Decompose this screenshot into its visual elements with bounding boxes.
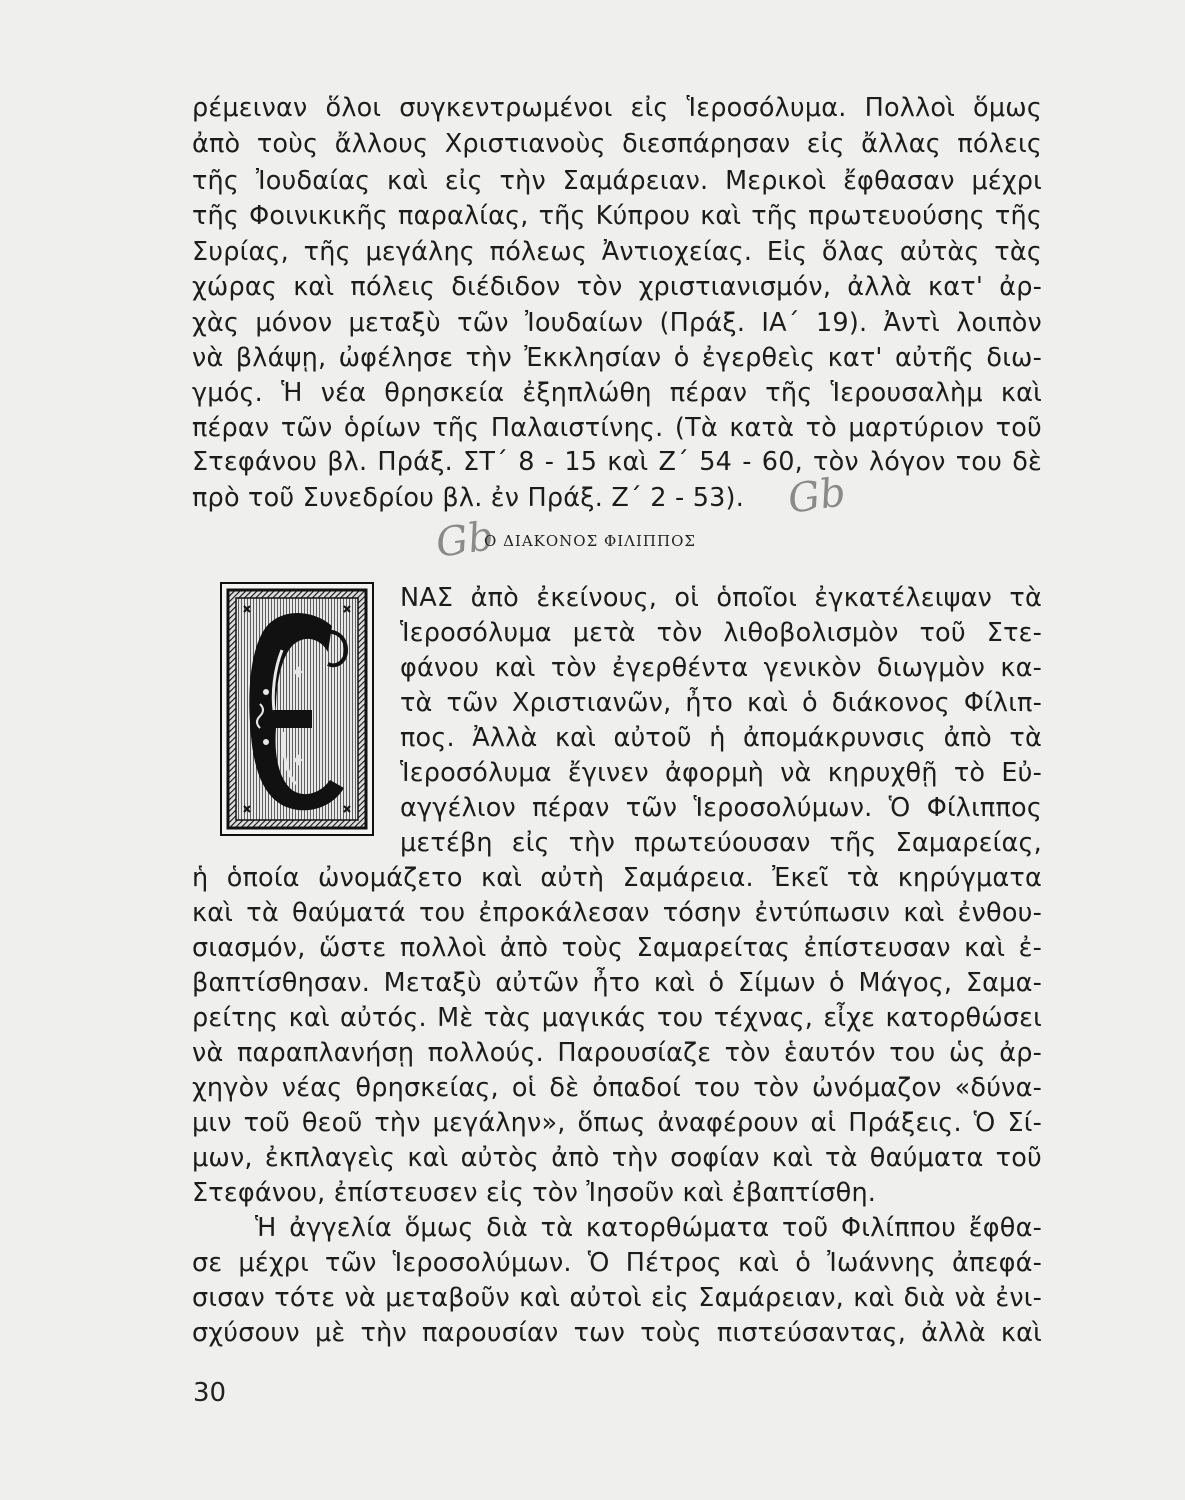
text-line: σισαν τότε νὰ μεταβοῦν καὶ αὐτοὶ εἰς Σαμάρειαν, καὶ διὰ νὰ ἐνι- — [192, 1283, 1042, 1313]
text-line: ΝΑΣ ἀπὸ ἐκείνους, οἱ ὁποῖοι ἐγκατέλειψαν τὰ — [400, 583, 1042, 613]
text-line: ἀπὸ τοὺς ἄλλους Χριστιανοὺς διεσπάρησαν εἰς ἄλλας πόλεις — [192, 129, 1042, 159]
text-line: μιν τοῦ θεοῦ τὴν μεγάλην», ὅπως ἀναφέρουν αἱ Πράξεις. Ὁ Σί- — [192, 1108, 1042, 1138]
text-line: καὶ τὰ θαύματά του ἐπροκάλεσαν τόσην ἐντύπωσιν καὶ ἐνθου- — [192, 898, 1042, 928]
text-line: μετέβη εἰς τὴν πρωτεύουσαν τῆς Σαμαρείας, — [400, 828, 1042, 858]
text-line: Ἡ ἀγγελία ὅμως διὰ τὰ κατορθώματα τοῦ Φιλίππου ἔφθα- — [255, 1213, 1042, 1243]
handwritten-annotation: Gb — [433, 513, 497, 567]
text-line: Στεφάνου βλ. Πράξ. ΣΤ΄ 8 - 15 καὶ Ζ΄ 54 - 60, τὸν λόγον του δὲ — [192, 447, 1042, 477]
text-line: Ἱεροσόλυμα ἔγινεν ἀφορμὴ νὰ κηρυχθῇ τὸ Εὐ- — [400, 758, 1042, 788]
text-line: σχύσουν μὲ τὴν παρουσίαν των τοὺς πιστεύσαντας, ἀλλὰ καὶ — [192, 1318, 1042, 1348]
text-line: νὰ βλάψῃ, ὠφέλησε τὴν Ἐκκλησίαν ὁ ἐγερθεὶς κατ' αὐτῆς διω- — [192, 343, 1042, 373]
page-number: 30 — [193, 1378, 227, 1408]
text-line: νὰ παραπλανήσῃ πολλούς. Παρουσίαζε τὸν ἑαυτόν του ὡς ἀρ- — [192, 1038, 1042, 1068]
drop-cap-ornament — [220, 582, 374, 836]
text-line: ἡ ὁποία ὠνομάζετο καὶ αὐτὴ Σαμάρεια. Ἐκεῖ τὰ κηρύγματα — [192, 863, 1042, 893]
text-line: μων, ἐκπλαγεὶς καὶ αὐτὸς ἀπὸ τὴν σοφίαν καὶ τὰ θαύματα τοῦ — [192, 1143, 1042, 1173]
text-line: χηγὸν νέας θρησκείας, οἱ δὲ ὀπαδοί του τὸν ὠνόμαζον «δύνα- — [192, 1073, 1042, 1103]
text-line: σε μέχρι τῶν Ἱεροσολύμων. Ὁ Πέτρος καὶ ὁ Ἰωάννης ἀπεφά- — [192, 1248, 1042, 1278]
text-line: τὰ τῶν Χριστιανῶν, ἦτο καὶ ὁ διάκονος Φίλιπ- — [400, 688, 1042, 718]
text-line: χὰς μόνον μεταξὺ τῶν Ἰουδαίων (Πράξ. ΙΑ΄ 19). Ἀντὶ λοιπὸν — [192, 308, 1042, 338]
text-line: χώρας καὶ πόλεις διέδιδον τὸν χριστιανισμόν, ἀλλὰ κατ' ἀρ- — [192, 272, 1042, 302]
text-line: πος. Ἀλλὰ καὶ αὐτοῦ ἡ ἀπομάκρυνσις ἀπὸ τὰ — [400, 723, 1042, 753]
text-line: πρὸ τοῦ Συνεδρίου βλ. ἐν Πράξ. Ζ΄ 2 - 53). — [192, 483, 745, 513]
text-line: Στεφάνου, ἐπίστευσεν εἰς τὸν Ἰησοῦν καὶ ἐβαπτίσθη. — [192, 1178, 877, 1208]
text-line: ρείτης καὶ αὐτός. Μὲ τὰς μαγικάς του τέχνας, εἶχε κατορθώσει — [192, 1003, 1042, 1033]
text-line: τῆς Ἰουδαίας καὶ εἰς τὴν Σαμάρειαν. Μερικοὶ ἔφθασαν μέχρι — [192, 166, 1042, 196]
text-line: Συρίας, τῆς μεγάλης πόλεως Ἀντιοχείας. Εἰς ὅλας αὐτὰς τὰς — [192, 237, 1042, 267]
text-line: ρέμειναν ὅλοι συγκεντρωμένοι εἰς Ἱεροσόλυμα. Πολλοὶ ὅμως — [192, 93, 1042, 123]
section-heading: Ο ΔΙΑΚΟΝΟΣ ΦΙΛΙΠΠΟΣ — [484, 532, 697, 550]
text-line: βαπτίσθησαν. Μεταξὺ αὐτῶν ἦτο καὶ ὁ Σίμων ὁ Μάγος, Σαμα- — [192, 968, 1042, 998]
text-line: φάνου καὶ τὸν ἐγερθέντα γενικὸν διωγμὸν κα- — [400, 653, 1042, 683]
text-line: γμός. Ἡ νέα θρησκεία ἐξηπλώθη πέραν τῆς Ἱερουσαλὴμ καὶ — [192, 378, 1042, 408]
text-line: αγγέλιον πέραν τῶν Ἱεροσολύμων. Ὁ Φίλιππος — [400, 793, 1042, 823]
text-line: τῆς Φοινικικῆς παραλίας, τῆς Κύπρου καὶ τῆς πρωτευούσης τῆς — [192, 201, 1042, 231]
text-line: πέραν τῶν ὁρίων τῆς Παλαιστίνης. (Τὰ κατὰ τὸ μαρτύριον τοῦ — [192, 413, 1042, 443]
text-line: σιασμόν, ὥστε πολλοὶ ἀπὸ τοὺς Σαμαρείτας ἐπίστευσαν καὶ ἐ- — [192, 933, 1042, 963]
handwritten-annotation: Gb — [785, 469, 849, 523]
text-line: Ἱεροσόλυμα μετὰ τὸν λιθοβολισμὸν τοῦ Στε- — [400, 618, 1042, 648]
